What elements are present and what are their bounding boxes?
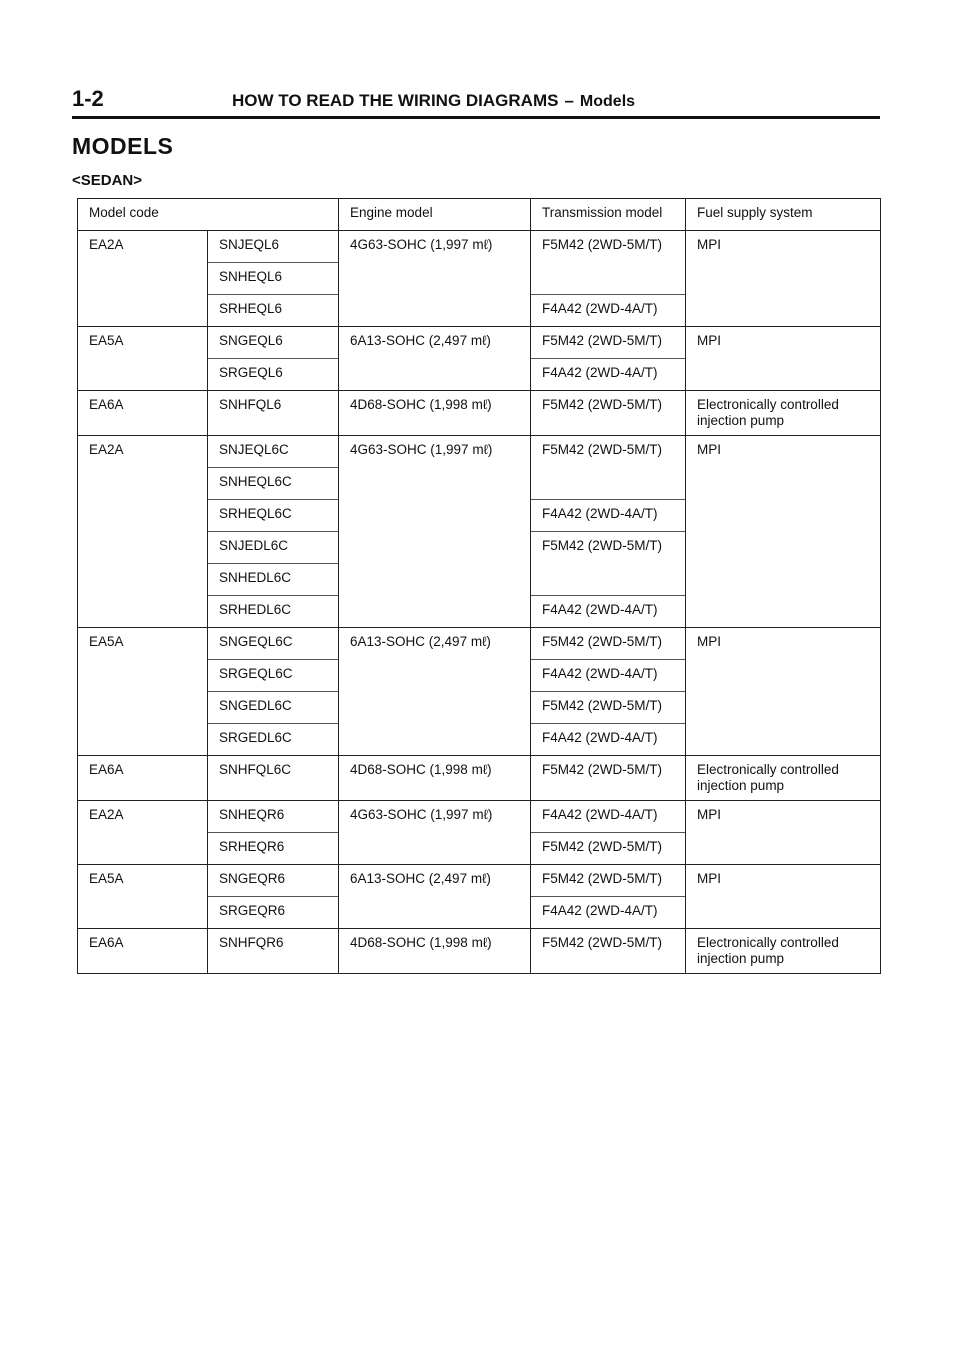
cell-model-code: SNHEDL6C — [208, 564, 339, 596]
header-engine-model: Engine model — [339, 199, 531, 231]
cell-transmission: F5M42 (2WD-5M/T) — [531, 628, 686, 660]
table-row — [78, 327, 881, 359]
cell-fuel — [686, 263, 881, 295]
cell-model-code: SNHEQL6 — [208, 263, 339, 295]
cell-fuel: MPI — [686, 865, 881, 897]
cell-type — [78, 596, 208, 628]
cell-type — [78, 833, 208, 865]
cell-model-code: SNHFQL6C — [208, 756, 339, 801]
cell-transmission — [531, 468, 686, 500]
cell-engine — [339, 833, 531, 865]
cell-model-code: SNGEQR6 — [208, 865, 339, 897]
cell-engine — [339, 359, 531, 391]
cell-type: EA2A — [78, 801, 208, 833]
cell-engine: 4D68-SOHC (1,998 mℓ) — [339, 929, 531, 974]
cell-type — [78, 724, 208, 756]
cell-transmission: F5M42 (2WD-5M/T) — [531, 929, 686, 974]
cell-fuel — [686, 929, 881, 974]
table-row — [78, 231, 881, 263]
cell-model-code: SRGEQL6 — [208, 359, 339, 391]
cell-engine — [339, 295, 531, 327]
cell-engine — [339, 660, 531, 692]
section-title: MODELS — [72, 133, 174, 159]
cell-engine — [339, 532, 531, 564]
table-row — [78, 468, 881, 500]
cell-fuel — [686, 660, 881, 692]
cell-model-code: SRHEQL6C — [208, 500, 339, 532]
cell-model-code: SNGEQL6C — [208, 628, 339, 660]
cell-engine: 6A13-SOHC (2,497 mℓ) — [339, 865, 531, 897]
cell-model-code: SNGEDL6C — [208, 692, 339, 724]
cell-type — [78, 359, 208, 391]
fuel-line-2: injection pump — [697, 413, 785, 428]
cell-transmission: F5M42 (2WD-5M/T) — [531, 756, 686, 801]
cell-fuel — [686, 833, 881, 865]
header-model-code: Model code — [78, 199, 339, 231]
cell-type: EA2A — [78, 231, 208, 263]
cell-fuel — [686, 359, 881, 391]
header-fuel-supply: Fuel supply system — [686, 199, 881, 231]
cell-type — [78, 263, 208, 295]
table-row — [78, 532, 881, 564]
cell-fuel — [686, 500, 881, 532]
cell-model-code: SNJEQL6C — [208, 436, 339, 468]
header-title: HOW TO READ THE WIRING DIAGRAMS — [232, 91, 559, 110]
cell-engine — [339, 468, 531, 500]
header-subtitle: Models — [579, 93, 636, 110]
cell-type — [78, 692, 208, 724]
table-row — [78, 436, 881, 468]
cell-transmission: F4A42 (2WD-4A/T) — [531, 660, 686, 692]
cell-transmission: F4A42 (2WD-4A/T) — [531, 801, 686, 833]
cell-type: EA5A — [78, 865, 208, 897]
cell-fuel — [686, 596, 881, 628]
table-row — [78, 897, 881, 929]
cell-fuel — [686, 564, 881, 596]
table-row — [78, 724, 881, 756]
table-row — [78, 391, 881, 436]
cell-transmission: F5M42 (2WD-5M/T) — [531, 692, 686, 724]
table-row — [78, 359, 881, 391]
cell-type — [78, 500, 208, 532]
fuel-line-2: injection pump — [697, 778, 785, 793]
table-row — [78, 833, 881, 865]
cell-model-code: SRGEDL6C — [208, 724, 339, 756]
cell-fuel — [686, 724, 881, 756]
cell-type — [78, 468, 208, 500]
table-body — [78, 231, 881, 974]
cell-type — [78, 897, 208, 929]
table-row — [78, 801, 881, 833]
cell-transmission: F4A42 (2WD-4A/T) — [531, 295, 686, 327]
table-header-row — [78, 199, 881, 231]
cell-engine: 6A13-SOHC (2,497 mℓ) — [339, 628, 531, 660]
cell-model-code: SNHFQL6 — [208, 391, 339, 436]
cell-fuel: MPI — [686, 628, 881, 660]
page-number: 1-2 — [72, 86, 104, 111]
cell-engine — [339, 596, 531, 628]
cell-engine — [339, 897, 531, 929]
table-row — [78, 263, 881, 295]
cell-fuel: MPI — [686, 801, 881, 833]
cell-model-code: SRGEQL6C — [208, 660, 339, 692]
header-dash: – — [564, 91, 574, 110]
header-title-line — [232, 91, 635, 111]
header-rule — [72, 116, 880, 119]
cell-type: EA2A — [78, 436, 208, 468]
cell-transmission: F4A42 (2WD-4A/T) — [531, 724, 686, 756]
cell-transmission: F5M42 (2WD-5M/T) — [531, 865, 686, 897]
cell-model-code: SNHEQL6C — [208, 468, 339, 500]
cell-type — [78, 295, 208, 327]
cell-fuel: MPI — [686, 327, 881, 359]
cell-engine — [339, 564, 531, 596]
cell-transmission: F5M42 (2WD-5M/T) — [531, 532, 686, 564]
cell-transmission — [531, 564, 686, 596]
table-row — [78, 660, 881, 692]
cell-type: EA5A — [78, 628, 208, 660]
cell-model-code: SRHEDL6C — [208, 596, 339, 628]
table-row — [78, 692, 881, 724]
table-row — [78, 596, 881, 628]
cell-fuel: MPI — [686, 436, 881, 468]
fuel-line-1: Electronically controlled — [697, 935, 839, 950]
cell-type: EA5A — [78, 327, 208, 359]
cell-model-code: SNJEDL6C — [208, 532, 339, 564]
table-row — [78, 564, 881, 596]
cell-type: EA6A — [78, 756, 208, 801]
cell-transmission: F4A42 (2WD-4A/T) — [531, 596, 686, 628]
cell-transmission: F5M42 (2WD-5M/T) — [531, 231, 686, 263]
models-table — [77, 198, 881, 974]
cell-model-code: SRGEQR6 — [208, 897, 339, 929]
cell-engine — [339, 692, 531, 724]
cell-type: EA6A — [78, 929, 208, 974]
cell-model-code: SNHEQR6 — [208, 801, 339, 833]
cell-type — [78, 532, 208, 564]
fuel-line-2: injection pump — [697, 951, 785, 966]
table-row — [78, 865, 881, 897]
page-header — [72, 86, 880, 116]
cell-fuel — [686, 756, 881, 801]
cell-type: EA6A — [78, 391, 208, 436]
cell-type — [78, 564, 208, 596]
cell-model-code: SNHFQR6 — [208, 929, 339, 974]
cell-transmission: F5M42 (2WD-5M/T) — [531, 327, 686, 359]
cell-transmission: F5M42 (2WD-5M/T) — [531, 391, 686, 436]
cell-transmission — [531, 263, 686, 295]
cell-engine: 4G63-SOHC (1,997 mℓ) — [339, 231, 531, 263]
models-table-wrapper — [77, 198, 880, 974]
cell-engine: 4G63-SOHC (1,997 mℓ) — [339, 801, 531, 833]
cell-transmission: F4A42 (2WD-4A/T) — [531, 359, 686, 391]
table-row — [78, 756, 881, 801]
cell-fuel — [686, 692, 881, 724]
cell-engine — [339, 263, 531, 295]
cell-model-code: SNGEQL6 — [208, 327, 339, 359]
cell-type — [78, 660, 208, 692]
cell-engine: 4G63-SOHC (1,997 mℓ) — [339, 436, 531, 468]
cell-fuel — [686, 532, 881, 564]
cell-engine — [339, 724, 531, 756]
cell-fuel — [686, 295, 881, 327]
cell-transmission: F4A42 (2WD-4A/T) — [531, 897, 686, 929]
cell-fuel — [686, 391, 881, 436]
table-row — [78, 628, 881, 660]
cell-transmission: F4A42 (2WD-4A/T) — [531, 500, 686, 532]
cell-transmission: F5M42 (2WD-5M/T) — [531, 436, 686, 468]
cell-engine: 4D68-SOHC (1,998 mℓ) — [339, 756, 531, 801]
cell-transmission: F5M42 (2WD-5M/T) — [531, 833, 686, 865]
fuel-line-1: Electronically controlled — [697, 397, 839, 412]
cell-fuel: MPI — [686, 231, 881, 263]
cell-model-code: SNJEQL6 — [208, 231, 339, 263]
cell-engine: 4D68-SOHC (1,998 mℓ) — [339, 391, 531, 436]
cell-model-code: SRHEQL6 — [208, 295, 339, 327]
table-row — [78, 295, 881, 327]
cell-engine: 6A13-SOHC (2,497 mℓ) — [339, 327, 531, 359]
cell-fuel — [686, 897, 881, 929]
table-row — [78, 929, 881, 974]
cell-engine — [339, 500, 531, 532]
table-row — [78, 500, 881, 532]
header-transmission-model: Transmission model — [531, 199, 686, 231]
cell-model-code: SRHEQR6 — [208, 833, 339, 865]
fuel-line-1: Electronically controlled — [697, 762, 839, 777]
cell-fuel — [686, 468, 881, 500]
section-subtitle: <SEDAN> — [72, 172, 143, 189]
